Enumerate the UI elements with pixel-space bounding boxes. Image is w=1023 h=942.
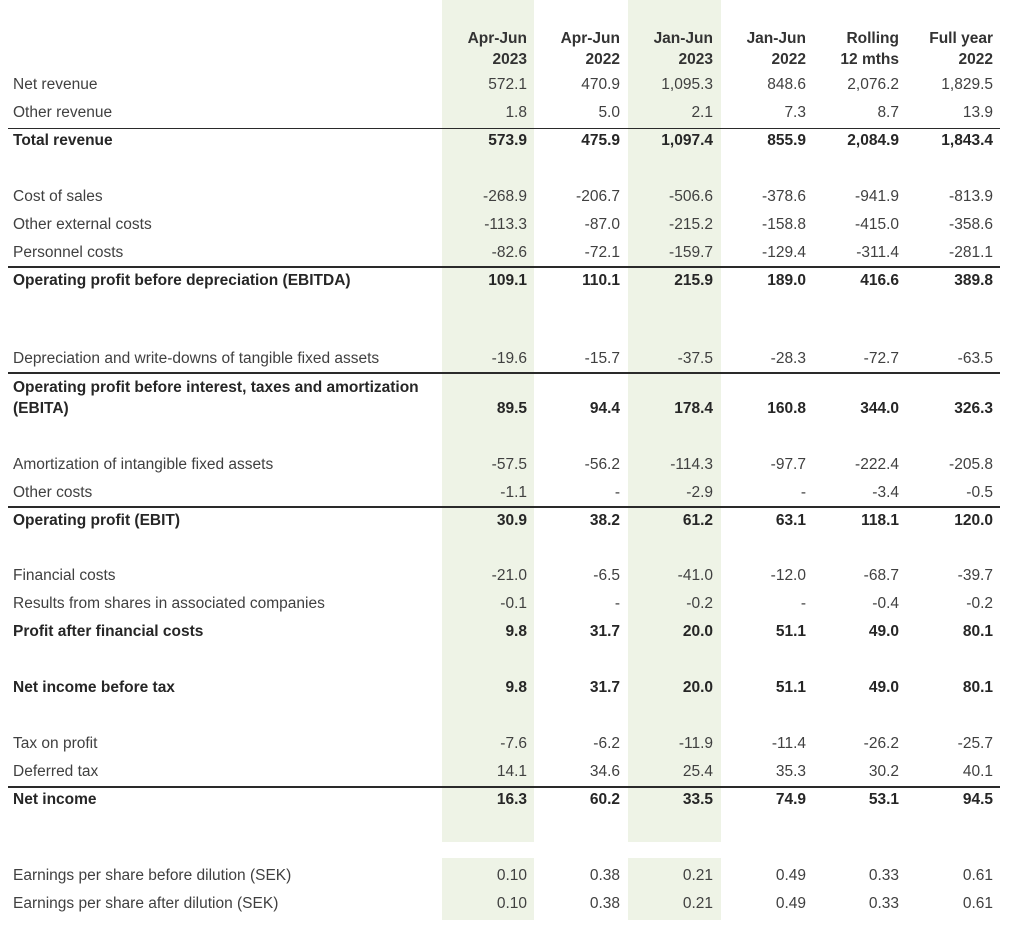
row-value: -63.5 — [957, 350, 993, 367]
row-label: Total revenue — [13, 132, 113, 149]
row-value: 13.9 — [962, 104, 993, 121]
row-value: 80.1 — [962, 679, 993, 696]
row-value: 0.38 — [589, 895, 620, 912]
row-value: -56.2 — [584, 456, 620, 473]
column-header-3 — [706, 28, 806, 70]
row-value: -113.3 — [484, 216, 527, 233]
row-value: 215.9 — [674, 272, 713, 289]
column-header-0 — [427, 28, 527, 70]
row-value: 389.8 — [954, 272, 993, 289]
row-value: -114.3 — [670, 456, 713, 473]
row-value: 344.0 — [860, 400, 899, 417]
row-value: -6.2 — [593, 735, 620, 752]
row-label: Operating profit before interest, taxes and amortization (EBITA) — [13, 379, 419, 417]
row-value: 0.10 — [496, 867, 527, 884]
row-value: -12.0 — [770, 567, 806, 584]
row-value: - — [614, 484, 620, 501]
column-header-year: 2023 — [678, 51, 713, 68]
row-value: -11.9 — [678, 735, 713, 752]
row-value: 189.0 — [767, 272, 806, 289]
row-value: -158.8 — [762, 216, 806, 233]
row-value: -281.1 — [949, 244, 993, 261]
row-label: Financial costs — [13, 567, 116, 584]
column-header-year: 2022 — [585, 51, 620, 68]
row-value: 109.1 — [488, 272, 527, 289]
row-value: -0.1 — [500, 595, 527, 612]
row-value: 0.49 — [775, 895, 806, 912]
row-value: 63.1 — [775, 512, 806, 529]
row-value: -82.6 — [491, 244, 527, 261]
row-value: -28.3 — [770, 350, 806, 367]
row-value: -41.0 — [677, 567, 713, 584]
row-value: -129.4 — [762, 244, 806, 261]
column-header-year: 2023 — [492, 51, 527, 68]
row-value: 0.33 — [868, 895, 899, 912]
row-value: - — [800, 484, 806, 501]
column-header-year: 2022 — [958, 51, 993, 68]
row-label: Results from shares in associated companies — [13, 595, 325, 612]
row-label: Deferred tax — [13, 763, 99, 780]
row-value: 0.21 — [682, 867, 713, 884]
column-header-period: Jan-Jun — [746, 30, 806, 47]
row-value: -7.6 — [500, 735, 527, 752]
column-header-4 — [799, 28, 899, 70]
row-value: -0.5 — [966, 484, 993, 501]
divider — [8, 372, 1000, 374]
row-value: 848.6 — [767, 76, 806, 93]
row-value: -0.2 — [966, 595, 993, 612]
column-header-year: 12 mths — [840, 51, 899, 68]
row-value: -358.6 — [949, 216, 993, 233]
row-value: -72.1 — [584, 244, 620, 261]
row-value: 61.2 — [682, 512, 713, 529]
row-value: 573.9 — [488, 132, 527, 149]
row-value: -268.9 — [483, 188, 527, 205]
row-value: 51.1 — [775, 623, 806, 640]
row-value: 49.0 — [868, 679, 899, 696]
column-header-period: Apr-Jun — [560, 30, 620, 47]
divider — [8, 266, 1000, 268]
row-value: 2,076.2 — [847, 76, 899, 93]
row-value: -506.6 — [669, 188, 713, 205]
row-value: 34.6 — [589, 763, 620, 780]
row-value: -21.0 — [491, 567, 527, 584]
row-value: 2.1 — [691, 104, 713, 121]
row-value: -813.9 — [949, 188, 993, 205]
column-header-5 — [893, 28, 993, 70]
column-header-1 — [520, 28, 620, 70]
row-value: 20.0 — [682, 623, 713, 640]
divider — [8, 786, 1000, 788]
row-value: 5.0 — [598, 104, 620, 121]
row-value: 160.8 — [767, 400, 806, 417]
row-value: -26.2 — [863, 735, 899, 752]
row-value: 0.61 — [962, 867, 993, 884]
row-label: Other costs — [13, 484, 93, 501]
row-value: 51.1 — [775, 679, 806, 696]
row-value: 0.38 — [589, 867, 620, 884]
row-value: 74.9 — [775, 791, 806, 808]
row-value: 326.3 — [954, 400, 993, 417]
row-value: -19.6 — [491, 350, 527, 367]
row-value: 0.49 — [775, 867, 806, 884]
row-value: 8.7 — [877, 104, 899, 121]
row-label: Earnings per share after dilution (SEK) — [13, 895, 279, 912]
row-value: 7.3 — [784, 104, 806, 121]
row-value: -87.0 — [584, 216, 620, 233]
row-value: -39.7 — [957, 567, 993, 584]
row-label: Operating profit before depreciation (EBITDA) — [13, 272, 351, 289]
row-value: -215.2 — [669, 216, 713, 233]
row-value: 0.10 — [496, 895, 527, 912]
row-value: 35.3 — [775, 763, 806, 780]
row-value: -97.7 — [770, 456, 806, 473]
row-label: Personnel costs — [13, 244, 124, 261]
row-value: 118.1 — [861, 512, 899, 529]
row-value: 416.6 — [860, 272, 899, 289]
row-value: 855.9 — [767, 132, 806, 149]
row-value: 9.8 — [505, 623, 527, 640]
row-value: 40.1 — [962, 763, 993, 780]
row-value: -311.4 — [856, 244, 899, 261]
row-value: 31.7 — [589, 679, 620, 696]
row-value: -25.7 — [957, 735, 993, 752]
row-value: 20.0 — [682, 679, 713, 696]
row-value: -2.9 — [686, 484, 713, 501]
row-value: 31.7 — [589, 623, 620, 640]
row-value: 38.2 — [589, 512, 620, 529]
row-value: -206.7 — [576, 188, 620, 205]
row-value: 94.5 — [962, 791, 993, 808]
highlight-column-jan-jun-2023 — [628, 0, 721, 842]
row-value: -205.8 — [949, 456, 993, 473]
row-value: 1,843.4 — [941, 132, 993, 149]
row-value: 0.33 — [868, 867, 899, 884]
row-value: 1,829.5 — [941, 76, 993, 93]
row-value: 572.1 — [488, 76, 527, 93]
row-value: -3.4 — [872, 484, 899, 501]
row-value: 30.9 — [496, 512, 527, 529]
row-value: - — [614, 595, 620, 612]
row-value: -0.2 — [686, 595, 713, 612]
row-value: 16.3 — [496, 791, 527, 808]
row-value: 14.1 — [496, 763, 527, 780]
row-value: -68.7 — [863, 567, 899, 584]
row-label: Depreciation and write-downs of tangible fixed assets — [13, 350, 380, 367]
row-value: -37.5 — [677, 350, 713, 367]
row-value: 53.1 — [868, 791, 899, 808]
row-value: -11.4 — [771, 735, 806, 752]
row-value: 60.2 — [589, 791, 620, 808]
row-value: 49.0 — [868, 623, 899, 640]
row-value: 1,095.3 — [661, 76, 713, 93]
row-value: -941.9 — [855, 188, 899, 205]
column-header-year: 2022 — [771, 51, 806, 68]
row-value: 25.4 — [682, 763, 713, 780]
row-value: 475.9 — [581, 132, 620, 149]
row-value: -15.7 — [584, 350, 620, 367]
row-value: 80.1 — [962, 623, 993, 640]
row-value: 1,097.4 — [661, 132, 713, 149]
row-label: Net income before tax — [13, 679, 175, 696]
divider — [8, 128, 1000, 129]
row-value: 89.5 — [496, 400, 527, 417]
row-value: 110.1 — [582, 272, 620, 289]
highlight-column-apr-jun-2023 — [442, 0, 534, 842]
row-label: Operating profit (EBIT) — [13, 512, 181, 529]
row-value: -72.7 — [863, 350, 899, 367]
row-value: -415.0 — [855, 216, 899, 233]
row-label: Amortization of intangible fixed assets — [13, 456, 274, 473]
row-value: 1.8 — [505, 104, 527, 121]
row-value: 120.0 — [954, 512, 993, 529]
column-header-period: Jan-Jun — [653, 30, 713, 47]
column-header-period: Rolling — [846, 30, 899, 47]
row-value: 2,084.9 — [847, 132, 899, 149]
row-value: -378.6 — [762, 188, 806, 205]
row-label: Tax on profit — [13, 735, 98, 752]
row-label: Other external costs — [13, 216, 152, 233]
row-label: Cost of sales — [13, 188, 103, 205]
row-label: Earnings per share before dilution (SEK) — [13, 867, 292, 884]
row-label: Profit after financial costs — [13, 623, 204, 640]
row-value: -159.7 — [669, 244, 713, 261]
row-value: -6.5 — [593, 567, 620, 584]
row-value: 30.2 — [868, 763, 899, 780]
row-value: -57.5 — [491, 456, 527, 473]
row-value: -1.1 — [500, 484, 527, 501]
row-label: Net income — [13, 791, 97, 808]
row-value: 0.61 — [962, 895, 993, 912]
row-label: Net revenue — [13, 76, 98, 93]
row-value: - — [800, 595, 806, 612]
row-value: 33.5 — [682, 791, 713, 808]
row-label: Other revenue — [13, 104, 113, 121]
row-value: 0.21 — [682, 895, 713, 912]
row-value: 178.4 — [674, 400, 713, 417]
row-value: -222.4 — [855, 456, 899, 473]
row-value: 470.9 — [581, 76, 620, 93]
row-value: 94.4 — [589, 400, 620, 417]
column-header-period: Apr-Jun — [467, 30, 527, 47]
column-header-2 — [613, 28, 713, 70]
divider — [8, 506, 1000, 508]
row-value: -0.4 — [872, 595, 899, 612]
row-value: 9.8 — [505, 679, 527, 696]
column-header-period: Full year — [929, 30, 993, 47]
